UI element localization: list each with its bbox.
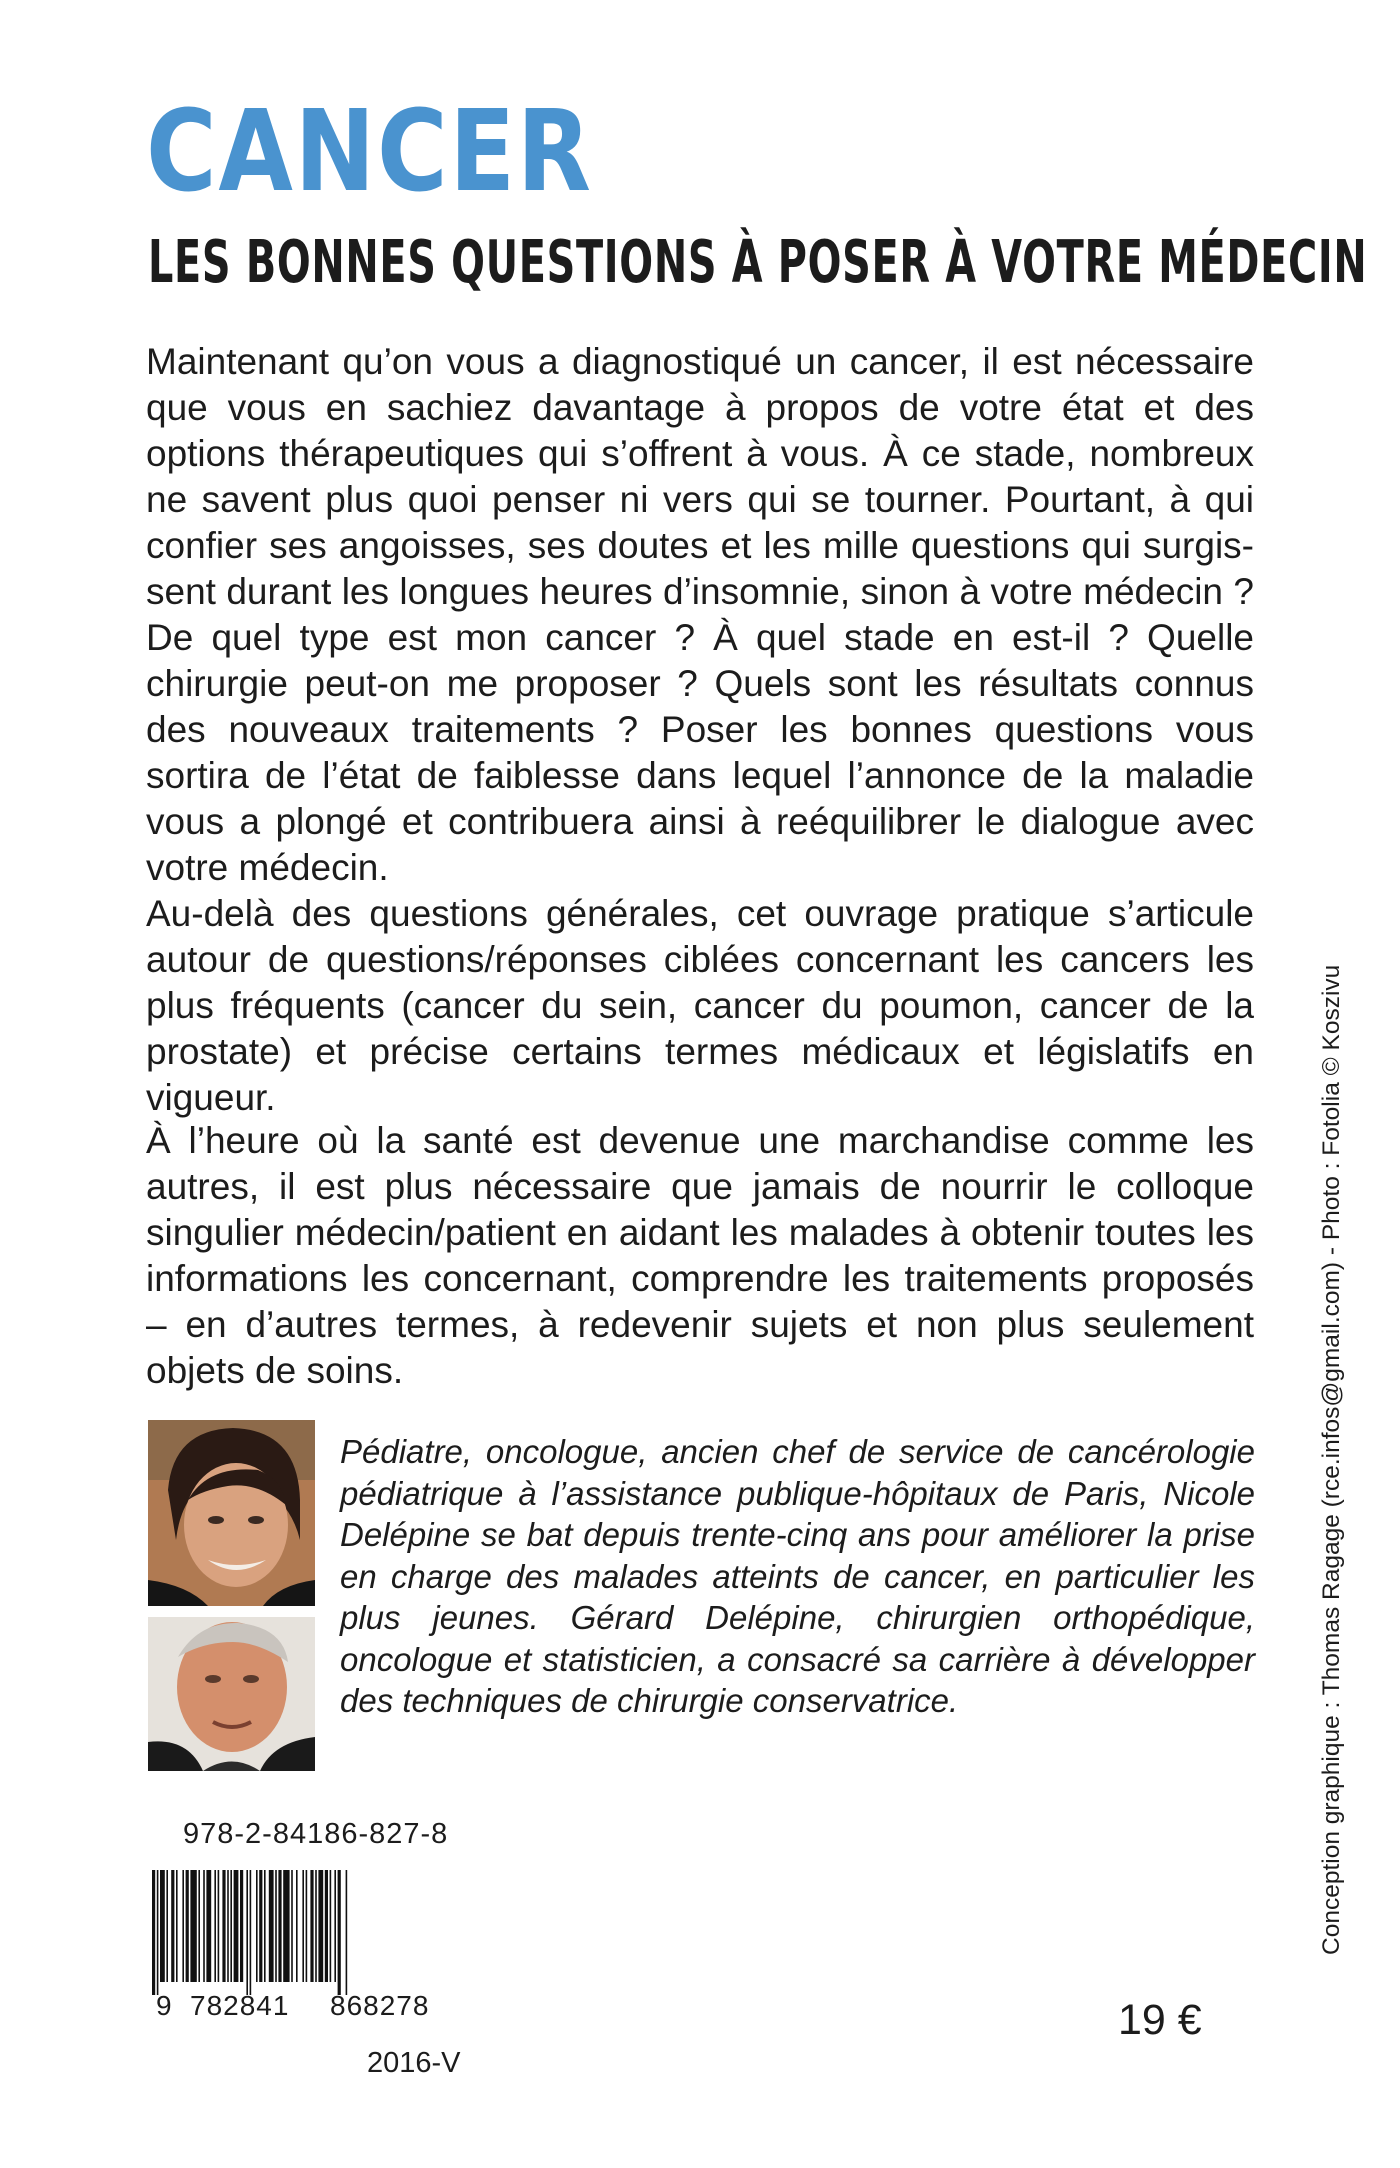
barcode-bar xyxy=(330,1870,332,1982)
barcode-bar xyxy=(203,1870,205,1982)
blurb-text-1b: Au-delà des questions générales, cet ouvrage pratique s’articule autour de questions/réponses ciblées concernant les cancers les plus fréquents (cancer du sein, cancer du poumon, cancer de la prostate) et précise certains termes médicaux et législatifs en vigueur. xyxy=(146,893,1254,1118)
barcode-bar xyxy=(218,1870,220,1982)
barcode-bar xyxy=(275,1870,277,1982)
blurb-paragraph-2: À l’heure où la santé est devenue une marchandise comme les autres, il est plus nécessaire que jamais de nourrir le colloque singulier médecin/patient en aidant les malades à obtenir toutes les informations les concernant, comprendre les traitements proposés – en d’autres termes, à redevenir sujets et non plus seulement objets de soins. xyxy=(146,1120,1254,1391)
barcode-bar xyxy=(269,1870,274,1982)
barcode-bar xyxy=(338,1870,341,1995)
book-subtitle: LES BONNES QUESTIONS À POSER À VOTRE MÉDECIN xyxy=(148,227,1368,296)
barcode-bar xyxy=(198,1870,200,1982)
isbn-barcode xyxy=(150,1870,470,1995)
author-photo-man xyxy=(148,1617,315,1771)
barcode-bar xyxy=(325,1870,328,1982)
author-photo-woman xyxy=(148,1420,315,1606)
barcode-bar xyxy=(296,1870,298,1982)
barcode-bar xyxy=(291,1870,293,1982)
barcode-bar xyxy=(283,1870,289,1982)
barcode-bar xyxy=(250,1870,252,1995)
barcode-bar xyxy=(152,1870,155,1995)
barcode-digit-group-2: 868278 xyxy=(330,1990,430,2021)
barcode-digit-group-1: 782841 xyxy=(190,1990,290,2021)
barcode-bar xyxy=(259,1870,262,1982)
barcode-bar xyxy=(246,1870,248,1995)
barcode-bar xyxy=(176,1870,178,1982)
barcode-bar xyxy=(334,1870,336,1982)
barcode-bar xyxy=(306,1870,308,1982)
barcode-bar xyxy=(206,1870,211,1982)
barcode-digit-lead: 9 xyxy=(156,1990,173,2021)
barcode-bar xyxy=(234,1870,239,1982)
price-label: 19 € xyxy=(1118,1996,1202,2044)
barcode-bar xyxy=(346,1870,348,1995)
barcode-bar xyxy=(190,1870,196,1982)
barcode-bar xyxy=(227,1870,229,1982)
book-title: CANCER xyxy=(146,87,593,217)
blurb-text-1a: Maintenant qu’on vous a diagnostiqué un cancer, il est nécessaire que vous en sachiez davantage à propos de votre état et des options thérapeutiques qui s’offrent à vous. À ce stade, nombreux ne savent plus quoi penser ni vers qui se tourner. Pourtant, à qui confier ses angoisses, ses doutes et les mille questions qui surgissent durant les longues heures d’insomnie, sinon à votre médecin ? De quel type est mon cancer ? À quel stade en est-il ? Quelle chirurgie peut-on me proposer ? Quels sont les résultats connus des nouveaux traitements ? Poser les bonnes questions vous sortira de l’état de faiblesse dans lequel l’annonce de la maladie vous a plongé et contribuera ainsi à reéquilibrer le dialogue avec votre médecin. xyxy=(146,341,1254,888)
barcode-bar xyxy=(186,1870,189,1982)
isbn-number: 978-2-84186-827-8 xyxy=(183,1818,449,1850)
barcode-bar xyxy=(182,1870,184,1982)
author-bio: Pédiatre, oncologue, ancien chef de service de cancérologie pédiatrique à l’assistance publique-hôpitaux de Paris, Nicole Delépine se bat depuis trente-cinq ans pour améliorer la prise en charge des malades atteints de cancer, en particulier les plus jeunes. Gérard Delépine, chirurgien orthopédique, oncologue et statisticien, a consacré sa carrière à développer des techniques de chirurgie conservatrice. xyxy=(340,1433,1255,1719)
barcode-bar xyxy=(240,1870,243,1982)
barcode-bar xyxy=(160,1870,165,1982)
barcode-bar xyxy=(318,1870,323,1982)
barcode-bar xyxy=(222,1870,225,1982)
barcode-bar xyxy=(278,1870,281,1982)
blurb-paragraph-1 xyxy=(146,339,1254,1121)
barcode-bar xyxy=(302,1870,304,1982)
barcode-bar xyxy=(310,1870,313,1982)
barcode-bar xyxy=(230,1870,232,1982)
barcode-bar xyxy=(214,1870,216,1982)
barcode-bar xyxy=(315,1870,317,1982)
barcode-bar xyxy=(264,1870,266,1982)
design-credits: Conception graphique : Thomas Ragage (rce.infos@gmail.com) - Photo : Fotolia © Koszivu xyxy=(1318,964,1345,1955)
edition-code: 2016-V xyxy=(367,2047,461,2079)
barcode-bar xyxy=(171,1870,174,1982)
barcode-bar xyxy=(256,1870,258,1982)
barcode-bar xyxy=(157,1870,159,1995)
barcode-bar xyxy=(166,1870,168,1982)
